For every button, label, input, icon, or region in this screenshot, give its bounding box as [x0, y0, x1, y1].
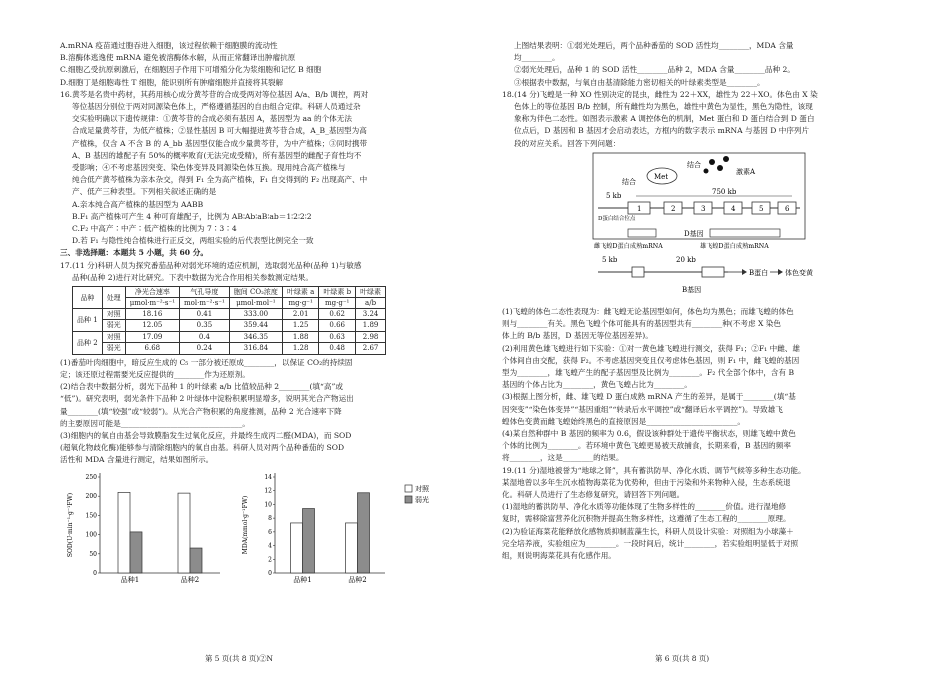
bar-charts-svg	[60, 469, 470, 591]
table-header: 叶绿素 a	[282, 287, 318, 298]
q16-option: D.若 F₁ 与隐性纯合植株进行正反交，两组实验的后代表型比例完全一致	[72, 236, 314, 246]
hormone-dot	[723, 156, 729, 162]
chart-bar	[346, 522, 358, 572]
q17-text: (3)细胞内的氧自由基会导致膜脂发生过氧化反应，并最终生成丙二醛(MDA)，而 SOD	[60, 430, 352, 440]
table-cell: 1.28	[282, 343, 318, 354]
q16-line: 产、低产三种表型。下列相关叙述正确的是	[72, 187, 217, 197]
chart-tick-label: 0	[93, 569, 97, 577]
table-cell: 0.62	[319, 309, 356, 320]
chart-tick-label: 100	[85, 531, 97, 539]
q16-line: 16.黄芩是名贵中药材，其药用核心成分黄芩苷的合成受两对等位基因 A/a、B/b 调控，两对	[60, 89, 369, 99]
q17-result: ②弱光处理后，品种 1 的 SOD 活性________品种 2，MDA 含量________品种 2。	[514, 65, 795, 75]
right-column	[502, 40, 912, 562]
option-line: B.溶酶体逃逸使 mRNA 避免被溶酶体水解，从而正常翻译出肿瘤抗原	[60, 53, 296, 63]
table-unit: mg·g⁻¹	[319, 298, 356, 309]
q18-line: 位点后，D 基因和 B 基因才会启动表达，方框内的数字表示 mRNA 与基因 D 中序列片	[514, 126, 810, 136]
arrow-head	[778, 269, 783, 275]
table-header-row	[73, 287, 386, 298]
table-cell: 1.25	[282, 320, 318, 331]
male-mrna-label: 雄飞蝗D蛋白成熟mRNA	[700, 242, 769, 250]
q19-text: 化。科研人员进行了生态修复研究，请回答下列问题。	[502, 490, 685, 500]
table-cell: 弱光	[102, 320, 125, 331]
table-unit: μmol·mol⁻¹	[229, 298, 282, 309]
q18-line: 象称为伴色二态性。如图表示激素 A 调控体色的机制，Met 蛋白和 D 蛋白结合到 D 蛋白	[514, 114, 815, 124]
gene-site-label: D蛋白结合位点	[598, 215, 636, 222]
q16-line: 受影响；④不考虑基因突变、染色体变异及同源染色体互换。现用纯合高产植株与	[72, 163, 346, 173]
table-cell: 0.24	[180, 343, 230, 354]
legend-swatch	[405, 496, 412, 503]
table-cell: 316.84	[229, 343, 282, 354]
q19-text: 某湿地曾以多年生沉水植物海菜花为优势种，但由于污染和外来物种入侵，生态系统退	[502, 477, 791, 487]
chart-tick-label: 14	[264, 473, 272, 481]
q18-line: 段的对应关系。回答下列问题：	[514, 138, 621, 148]
table-header: 处理	[102, 287, 125, 309]
q16-line: 产植株，仅含 A 不含 B 的 A_bb 基因型仅能合成少量黄芩苷，为中产植株；③同时携带	[72, 138, 368, 148]
table-header: 气孔导度	[180, 287, 230, 298]
q18-text: 型为________，雄飞蝗产生的配子基因型及比例为________。F₂ 代全部个体中，含有 B	[502, 368, 795, 378]
table-cell: 3.24	[356, 309, 386, 320]
q19-text: 19.(11 分)湿地被誉为“地球之肾”，具有蓄洪防旱、净化水质、调节气候等多种生态功能。	[502, 465, 806, 475]
q18-text: 基因的个体占比为________，黄色飞蝗占比为________。	[502, 380, 692, 390]
q19-text: 完全培养液，实验组应为________。一段时间后，统计________，若实验组明显低于对照	[502, 538, 799, 548]
dgene-label: D基因	[684, 229, 704, 238]
table-unit: a/b	[356, 298, 386, 309]
q16-line: 纯合低产黄芩植株为亲本杂交，得到 F₁ 全为高产植株，F₁ 自交得到的 F₂ 出现高产、中	[72, 175, 368, 185]
q16-option: B.F₁ 高产植株可产生 4 种可育雄配子，比例为 AB∶Ab∶aB∶ab＝1∶2∶2∶2	[72, 211, 312, 221]
table-header: 品种	[73, 287, 103, 309]
q18-text: (2)利用黄色雄飞蝗进行如下实验：①对一黄色雄飞蝗进行测交，获得 F₁；②F₁ 中雌、雄	[502, 343, 800, 353]
chart-ylabel: SOD(U·min⁻¹·g⁻¹FW)	[67, 492, 74, 557]
option-line: D.细胞丁是细胞毒性 T 细胞，能识别所有肿瘤细胞并直接将其裂解	[60, 77, 284, 87]
exon-label: 5	[759, 204, 764, 213]
q18-text: 个体间自由交配，获得 F₂。不考虑基因突变且仅考虑体色基因，则 F₁ 中，雌飞蝗的基因	[502, 355, 800, 365]
table-cell: 品种 1	[73, 309, 103, 332]
table-cell: 1.89	[356, 320, 386, 331]
exon-label: 2	[671, 204, 676, 213]
table-header: 净光合速率	[125, 287, 179, 298]
bind-label: 结合	[687, 160, 701, 169]
chart-tick-label: 200	[85, 492, 97, 500]
table-cell: 对照	[102, 331, 125, 342]
q18-text: 则与________有关。黑色飞蝗个体可能具有的基因型共有________种(不考虑 X 染色	[502, 319, 781, 329]
chart-tick-label: 8	[268, 514, 272, 522]
table-row	[73, 331, 386, 342]
chart-tick-label: 6	[268, 528, 272, 536]
q17-text: (超氧化物歧化酶)能够参与清除细胞内的氧自由基。科研人员对两个品种番茄的 SOD	[60, 443, 345, 453]
kb750-label: 750 kb	[712, 187, 737, 196]
chart-ylabel: MDA(mmol·g⁻¹FW)	[242, 495, 249, 554]
female-mrna-box	[628, 229, 656, 237]
q16-line: A、B 基因的雄配子有 50%的概率败育(无法完成受精)，所有基因型的雌配子育性均不	[72, 150, 362, 160]
q19-text: 复时，需移除富营养化沉积物并提高生物多样性，这遵循了生态工程的________原理。	[502, 514, 791, 524]
chart-category-label: 品种2	[180, 575, 200, 584]
kb5-label: 5 kb	[602, 255, 618, 264]
q17-result: 均________。	[514, 53, 560, 63]
table-cell: 对照	[102, 309, 125, 320]
table-cell: 0.66	[319, 320, 356, 331]
table-cell: 弱光	[102, 343, 125, 354]
chart-tick-label: 150	[85, 511, 97, 519]
exon-label: 3	[701, 204, 706, 213]
table-cell: 17.09	[125, 331, 179, 342]
q18-text: (4)某自然种群中 B 基因的频率为 0.6，假设该种群处于遗传平衡状态，则雄飞蝗中黄色	[502, 429, 796, 439]
table-row	[73, 343, 386, 354]
table-cell: 2.98	[356, 331, 386, 342]
q16-line: 等位基因分别位于两对同源染色体上，严格遵循基因的自由组合定律。科研人员通过杂	[72, 102, 361, 112]
q18-line: 18.(14 分)飞蝗是一种 XO 性别决定的昆虫，雌性为 22＋XX，雄性为 22＋XO。体色由 X 染	[502, 89, 818, 99]
exon-label: 6	[785, 204, 790, 213]
arrow-head	[742, 269, 747, 275]
male-mrna-box	[710, 229, 780, 237]
q19-text: (2)为验证海菜花能释放化感物质抑制蓝藻生长，科研人员设计实验：对照组为小球藻＋	[502, 526, 794, 536]
chart-bar	[303, 508, 315, 572]
q18-text: 蝗体色变黄而雌飞蝗始终黑色的直接原因是________________________。	[502, 416, 745, 426]
table-row	[73, 320, 386, 331]
left-column	[60, 40, 470, 591]
table-cell: 6.68	[125, 343, 179, 354]
bgene-box	[702, 267, 724, 277]
regulation-diagram-svg	[592, 152, 813, 300]
page-footer-right: 第 6 页(共 8 页)	[655, 654, 710, 663]
q17-result: 上图结果表明：①弱光处理后，两个品种番茄的 SOD 活性均________，MDA 含量	[514, 41, 794, 50]
option-line: C.细胞乙受抗原刺激后，在细胞因子作用下可增殖分化为浆细胞和记忆 B 细胞	[60, 65, 322, 75]
chart-tick-label: 12	[264, 487, 272, 495]
bar-charts	[60, 469, 470, 591]
q16-option: C.F₂ 中高产∶中产∶低产植株的比例为 7∶3∶4	[72, 224, 237, 234]
chart-tick-label: 2	[268, 555, 272, 563]
q17-intro: 品种(品种 2)进行对比研究。下表中数据为光合作用相关参数测定结果。	[72, 272, 313, 282]
q16-option: A.亲本纯合高产植株的基因型为 AABB	[72, 199, 204, 209]
chart-tick-label: 50	[89, 550, 97, 558]
legend-label: 弱光	[415, 495, 429, 504]
bind-label: 结合	[622, 177, 636, 186]
table-cell: 0.63	[319, 331, 356, 342]
table-row	[73, 309, 386, 320]
option-line: A.mRNA 疫苗通过胞吞进入细胞，该过程依赖于细胞膜的流动性	[60, 41, 278, 50]
female-mrna-label: 雌飞蝗D蛋白成熟mRNA	[594, 242, 663, 250]
q16-line: 合成足量黄芩苷，为低产植株；②显性基因 B 可大幅提进黄芩苷合成，A_B_基因型为高	[72, 126, 367, 136]
q18-text: 体上的 B/b 基因，D 基因无等位基因差异)。	[502, 331, 653, 341]
q17-text: 定；该还原过程需要光反应提供的________作为还原剂。	[60, 369, 250, 379]
data-table	[72, 286, 386, 355]
q17-text: (2)结合表中数据分析，弱光下品种 1 的叶绿素 a/b 比值较品种 2________(填“高”或	[60, 382, 343, 392]
q17-intro: 17.(11 分)科研人员为探究番茄品种对弱光环境的适应机制，选取弱光品种(品种 1)与敏感	[60, 260, 362, 270]
q18-text: (3)根据上图分析，雌、雄飞蝗 D 蛋白成熟 mRNA 产生的差异，是属于________(填“基	[502, 392, 796, 402]
q18-text: 因突变”“染色体变异”“基因重组”“转录后水平调控”或“翻译后水平调控”)。导致雄飞	[502, 404, 783, 414]
bgene-label: B基因	[682, 285, 702, 294]
q17-text: (1)番茄叶肉细胞中，暗反应生成的 C₅ 一部分被还原成________，以保证 CO₂的持续固	[60, 357, 353, 367]
kb20-label: 20 kb	[676, 255, 696, 264]
q18-line: 色体上的等位基因 B/b 控制，所有雌性均为黑色，雄性中黄色为显性，黑色为隐性，该现	[514, 102, 813, 112]
q19-text: (1)湿地的蓄洪防旱、净化水质等功能体现了生物多样性的________价值。进行湿地修	[502, 502, 787, 512]
chart-bar	[178, 493, 190, 573]
kb5-label: 5 kb	[606, 191, 622, 200]
hormone-dot	[704, 168, 709, 173]
table-header: 胞间 CO₂浓度	[229, 287, 282, 298]
chart-category-label: 品种1	[120, 575, 140, 584]
table-unit: μmol·m⁻²·s⁻¹	[125, 298, 179, 309]
q17-text: 量________(填“较强”或“较弱”)。从光合产物积累的角度推测，品种 2 光合速率下降	[60, 406, 342, 416]
legend-swatch	[405, 485, 412, 492]
chart-bar	[190, 548, 202, 573]
table-unit: mg·g⁻¹	[282, 298, 318, 309]
table-cell: 0.4	[180, 331, 230, 342]
bprotein-label: B蛋白	[749, 268, 769, 277]
q18-text: 个体的比例为________。若环境中黄色飞蝗更易被天敌捕食，长期来看，B 基因的频率	[502, 441, 791, 451]
table-cell: 2.67	[356, 343, 386, 354]
q17-text: 的主要原因可能是________________________________。	[60, 418, 250, 428]
page-footer-left: 第 5 页(共 8 页)②N	[205, 654, 273, 663]
table-cell: 18.16	[125, 309, 179, 320]
chart-tick-label: 4	[268, 542, 272, 550]
table-cell: 0.41	[180, 309, 230, 320]
table-cell: 品种 2	[73, 331, 103, 354]
q16-line: 交实验明确以下遗传规律：①黄芩苷的合成必须有基因 A，基因型为 aa 的个体无法	[72, 114, 352, 124]
table-cell: 12.05	[125, 320, 179, 331]
hormone-label: 激素A	[736, 167, 756, 176]
legend-label: 对照	[415, 484, 429, 493]
chart-bar	[118, 492, 130, 573]
table-unit: mol·m⁻²·s⁻¹	[180, 298, 230, 309]
chart-bar	[358, 492, 370, 572]
chart-bar	[291, 522, 303, 572]
exon-label: 1	[637, 204, 642, 213]
exon-label: 4	[731, 204, 736, 213]
chart-tick-label: 250	[85, 473, 97, 481]
q17-text: “低”)。研究表明，弱光条件下品种 2 叶绿体中淀粉积累明显增多，说明其光合产物运出	[60, 394, 354, 404]
section-heading: 三、非选择题：本题共 5 小题，共 60 分。	[60, 248, 208, 258]
table-cell: 2.01	[282, 309, 318, 320]
q17-result: ③根据表中数据，与氧自由基清除能力密切相关的叶绿素类型是________。	[514, 77, 765, 87]
table-cell: 0.35	[180, 320, 230, 331]
q19-text: 组，则说明海菜花具有化感作用。	[502, 551, 616, 561]
hormone-dot	[709, 159, 715, 165]
q17-text: 活性和 MDA 含量进行测定，结果如图所示。	[60, 455, 214, 465]
hormone-dot	[717, 165, 723, 171]
q18-text: 将________，这是________的结果。	[502, 453, 624, 463]
chart-tick-label: 10	[264, 500, 272, 508]
color-label: 体色变黄	[785, 268, 813, 277]
bgene-site	[632, 267, 644, 277]
chart-category-label: 品种1	[293, 575, 312, 584]
chart-bar	[130, 531, 142, 572]
table-cell: 359.44	[229, 320, 282, 331]
table-header: 叶绿素 b	[319, 287, 356, 298]
table-cell: 1.88	[282, 331, 318, 342]
table-header: 叶绿素	[356, 287, 386, 298]
chart-tick-label: 0	[268, 569, 272, 577]
table-cell: 346.35	[229, 331, 282, 342]
regulation-diagram	[592, 152, 912, 304]
met-label: Met	[654, 172, 669, 181]
chart-category-label: 品种2	[348, 575, 367, 584]
q18-text: (1)飞蝗的体色二态性表现为：雌飞蝗无论基因型如何，体色均为黑色；而雄飞蝗的体色	[502, 307, 794, 317]
table-cell: 0.48	[319, 343, 356, 354]
table-cell: 333.00	[229, 309, 282, 320]
